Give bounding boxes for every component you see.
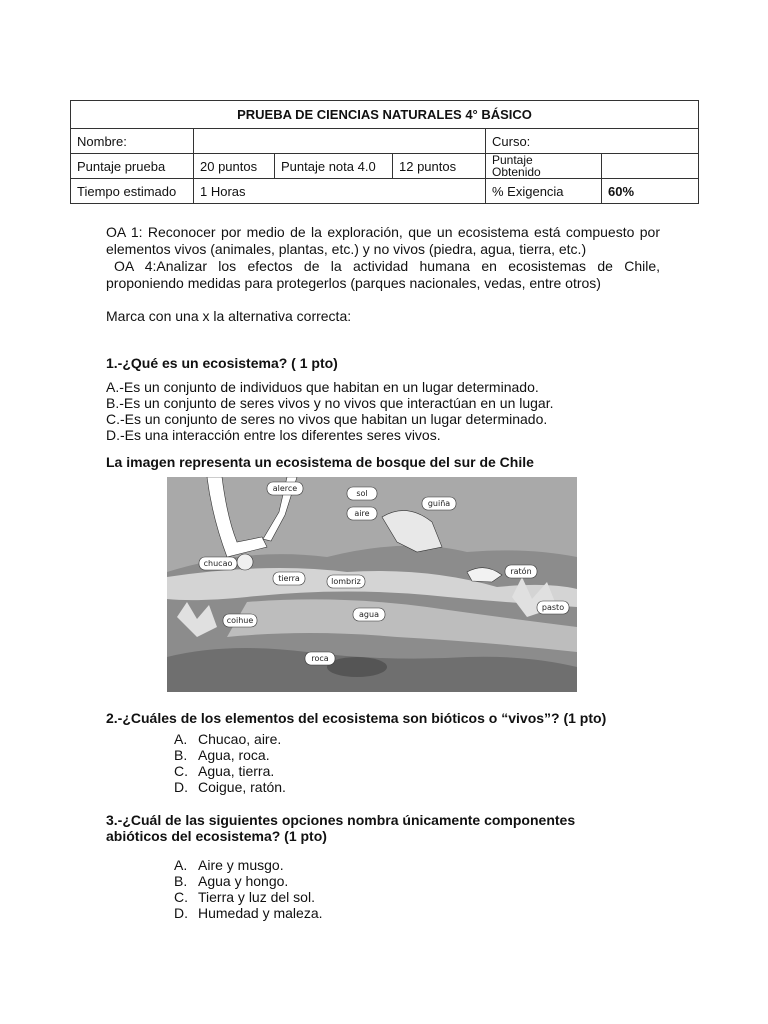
image-title: La imagen representa un ecosistema de bosque del sur de Chile — [106, 454, 534, 470]
label-raton-text: ratón — [510, 567, 532, 576]
exigencia-value: 60% — [602, 179, 699, 204]
question-2 — [106, 710, 606, 726]
label-aire-text: aire — [354, 509, 370, 518]
question-3-option-d[interactable] — [174, 905, 323, 921]
option-letter: D. — [174, 779, 188, 795]
label-raton — [505, 565, 537, 578]
puntaje-obtenido-label — [486, 154, 602, 179]
objective-oa1: OA 1: Reconocer por medio de la exploración, que un ecosistema está compuesto por elementos vivos (animales, plantas, etc.) y no vivos (piedra, agua, tierra, etc.) — [106, 224, 660, 257]
option-letter: C. — [174, 889, 188, 905]
question-2-option-a[interactable] — [174, 731, 286, 747]
question-2-option-b[interactable] — [174, 747, 286, 763]
label-chucao — [199, 557, 237, 570]
puntaje-nota-label: Puntaje nota 4.0 — [275, 154, 393, 179]
tiempo-label: Tiempo estimado — [71, 179, 194, 204]
option-text: Agua, roca. — [198, 747, 270, 763]
puntaje-nota-value: 12 puntos — [393, 154, 486, 179]
label-tierra-text: tierra — [278, 574, 300, 583]
question-1 — [106, 355, 554, 443]
option-letter: A. — [174, 731, 188, 747]
objectives-block — [106, 224, 660, 292]
question-3-options — [174, 857, 323, 921]
option-letter: B. — [174, 873, 188, 889]
question-1-options — [106, 379, 554, 443]
label-lombriz-text: lombriz — [331, 577, 361, 586]
label-roca — [305, 652, 335, 665]
header-table — [70, 100, 699, 204]
option-text: Coigue, ratón. — [198, 779, 286, 795]
nombre-field[interactable] — [194, 129, 486, 154]
question-2-options — [174, 731, 286, 795]
label-aire — [347, 507, 377, 520]
objective-oa4: OA 4:Analizar los efectos de la actividad humana en ecosistemas de Chile, proponiendo medidas para protegerlos (parques nacionales, vedas, entre otros) — [106, 258, 660, 291]
question-3-title-line2: abióticos del ecosistema? (1 pto) — [106, 828, 327, 844]
label-guina-text: guiña — [427, 499, 451, 508]
puntaje-obtenido-line2: Obtenido — [492, 165, 541, 179]
option-text: Chucao, aire. — [198, 731, 282, 747]
label-guina — [422, 497, 456, 510]
label-roca-text: roca — [311, 654, 329, 663]
option-text: Tierra y luz del sol. — [198, 889, 315, 905]
exigencia-label: % Exigencia — [486, 179, 602, 204]
label-tierra — [273, 572, 305, 585]
label-coihue-text: coihue — [226, 616, 254, 625]
question-3-option-c[interactable] — [174, 889, 323, 905]
curso-label[interactable]: Curso: — [486, 129, 699, 154]
test-title: PRUEBA DE CIENCIAS NATURALES 4° BÁSICO — [71, 101, 699, 129]
rock-shape — [327, 657, 387, 677]
label-chucao-text: chucao — [203, 559, 233, 568]
label-alerce-text: alerce — [272, 484, 298, 493]
question-2-option-d[interactable] — [174, 779, 286, 795]
tiempo-value: 1 Horas — [194, 179, 486, 204]
option-letter: C. — [174, 763, 188, 779]
question-2-title: 2.-¿Cuáles de los elementos del ecosistema son bióticos o “vivos”? (1 pto) — [106, 710, 607, 726]
puntaje-obtenido-field[interactable] — [602, 154, 699, 179]
label-alerce — [267, 482, 303, 495]
question-1-option-b[interactable]: B.-Es un conjunto de seres vivos y no vivos que interactúan en un lugar. — [106, 395, 554, 411]
instruction-text: Marca con una x la alternativa correcta: — [106, 308, 352, 324]
puntaje-obtenido-line1: Puntaje — [492, 153, 533, 167]
question-1-option-c[interactable]: C.-Es un conjunto de seres no vivos que habitan un lugar determinado. — [106, 411, 548, 427]
chucao-bird-shape — [237, 554, 253, 570]
option-letter: B. — [174, 747, 188, 763]
option-text: Agua y hongo. — [198, 873, 289, 889]
label-lombriz — [327, 575, 365, 588]
label-coihue — [223, 614, 257, 627]
option-text: Agua, tierra. — [198, 763, 275, 779]
question-3-option-a[interactable] — [174, 857, 323, 873]
question-1-option-d[interactable]: D.-Es una interacción entre los diferentes seres vivos. — [106, 427, 441, 443]
question-3-option-b[interactable] — [174, 873, 323, 889]
question-3-title-line1: 3.-¿Cuál de las siguientes opciones nombra únicamente componentes — [106, 812, 576, 828]
label-agua — [353, 608, 385, 621]
label-sol — [347, 487, 377, 500]
option-letter: A. — [174, 857, 188, 873]
puntaje-prueba-label: Puntaje prueba — [71, 154, 194, 179]
label-sol-text: sol — [356, 489, 368, 498]
puntaje-prueba-value: 20 puntos — [194, 154, 275, 179]
ecosystem-illustration — [167, 477, 577, 692]
question-2-option-c[interactable] — [174, 763, 286, 779]
nombre-label: Nombre: — [71, 129, 194, 154]
option-letter: D. — [174, 905, 188, 921]
question-3 — [106, 812, 575, 844]
question-1-option-a[interactable]: A.-Es un conjunto de individuos que habitan en un lugar determinado. — [106, 379, 539, 395]
option-text: Aire y musgo. — [198, 857, 284, 873]
label-pasto — [537, 601, 569, 614]
label-pasto-text: pasto — [541, 603, 565, 612]
label-agua-text: agua — [359, 610, 379, 619]
option-text: Humedad y maleza. — [198, 905, 323, 921]
question-1-title: 1.-¿Qué es un ecosistema? ( 1 pto) — [106, 355, 338, 371]
